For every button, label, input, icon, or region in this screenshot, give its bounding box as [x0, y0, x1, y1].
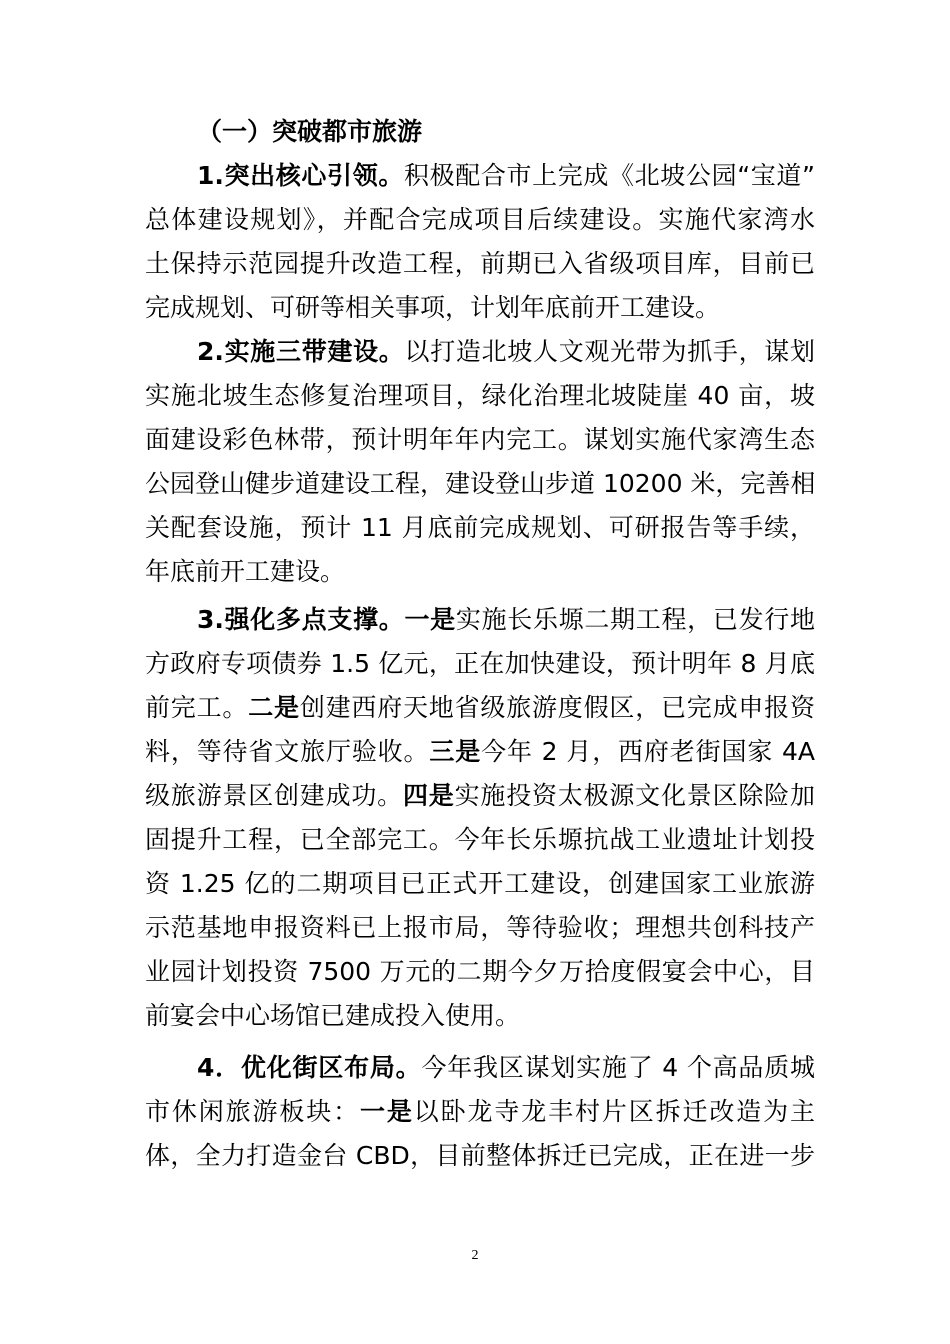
paragraph-2-title: 2.实施三带建设。 — [197, 337, 405, 366]
paragraph-3-line-8: 示范基地申报资料已上报市局，等待验收；理想共创科技产 — [145, 913, 815, 942]
paragraph-3-line-9: 业园计划投资 7500 万元的二期今夕万拾度假宴会中心，目 — [145, 957, 815, 986]
paragraph-3-line-2: 方政府专项债券 1.5 亿元，正在加快建设，预计明年 8 月底 — [145, 649, 815, 678]
paragraph-1-title: 1.突出核心引领。 — [197, 161, 404, 190]
paragraph-2-line-2: 实施北坡生态修复治理项目，绿化治理北坡陡崖 40 亩，坡 — [145, 381, 815, 410]
paragraph-2-line-5: 关配套设施，预计 11 月底前完成规划、可研报告等手续， — [145, 513, 815, 542]
paragraph-2-line-6: 年底前开工建设。 — [145, 557, 346, 586]
paragraph-2-line-1: 2.实施三带建设。以打造北坡人文观光带为抓手，谋划 — [197, 337, 815, 366]
paragraph-3-line-6: 固提升工程，已全部完工。今年长乐塬抗战工业遗址计划投 — [145, 825, 815, 854]
paragraph-3-line-5: 级旅游景区创建成功。四是实施投资太极源文化景区除险加 — [145, 781, 815, 810]
paragraph-1-line-1: 1.突出核心引领。积极配合市上完成《北坡公园“宝道” — [197, 161, 815, 190]
paragraph-3-line-3: 前完工。二是创建西府天地省级旅游度假区，已完成申报资 — [145, 693, 815, 722]
paragraph-3-line-7: 资 1.25 亿的二期项目已正式开工建设，创建国家工业旅游 — [145, 869, 815, 898]
paragraph-3-line-4: 料，等待省文旅厅验收。三是今年 2 月，西府老街国家 4A — [145, 737, 815, 766]
paragraph-2-line-4: 公园登山健步道建设工程，建设登山步道 10200 米，完善相 — [145, 469, 815, 498]
section-heading: （一）突破都市旅游 — [197, 117, 423, 146]
paragraph-4-line-1: 4．优化街区布局。今年我区谋划实施了 4 个高品质城 — [197, 1053, 815, 1082]
paragraph-3-line-10: 前宴会中心场馆已建成投入使用。 — [145, 1001, 521, 1030]
paragraph-1-line-4: 完成规划、可研等相关事项，计划年底前开工建设。 — [145, 293, 721, 322]
page-number: 2 — [471, 1248, 479, 1263]
paragraph-1-line-3: 土保持示范园提升改造工程，前期已入省级项目库，目前已 — [145, 249, 815, 278]
paragraph-2-line-3: 面建设彩色林带，预计明年年内完工。谋划实施代家湾生态 — [145, 425, 815, 454]
paragraph-4-line-3: 体，全力打造金台 CBD，目前整体拆迁已完成，正在进一步 — [145, 1141, 815, 1170]
paragraph-1-line-2: 总体建设规划》，并配合完成项目后续建设。实施代家湾水 — [145, 205, 815, 234]
paragraph-3-line-1: 3.强化多点支撑。一是实施长乐塬二期工程，已发行地 — [197, 605, 815, 634]
paragraph-3-title: 3.强化多点支撑。 — [197, 605, 405, 634]
paragraph-4-line-2: 市休闲旅游板块：一是以卧龙寺龙丰村片区拆迁改造为主 — [145, 1097, 815, 1126]
paragraph-4-title: 4．优化街区布局。 — [197, 1053, 422, 1082]
